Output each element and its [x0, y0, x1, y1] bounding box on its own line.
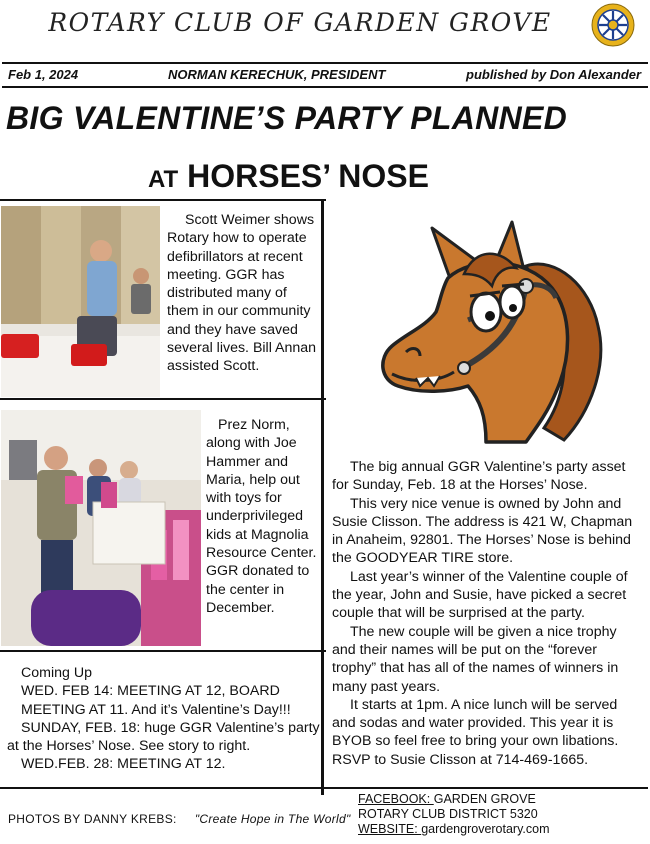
main-story [332, 458, 644, 769]
president-line: NORMAN KERECHUK, PRESIDENT [168, 67, 386, 82]
coming-up-line: MEETING AT 11. And it’s Valentine’s Day!!! [21, 701, 291, 718]
coming-up-title: Coming Up [21, 665, 92, 681]
headline-horses-nose: HORSES’ NOSE [187, 158, 429, 194]
footer-credits [8, 812, 351, 826]
website-line [358, 822, 550, 837]
info-bar [2, 62, 648, 88]
facebook-value: GARDEN GROVE [433, 792, 536, 806]
story-paragraph: This very nice venue is owned by John and Susie Clisson. The address is 421 W, Chapman in Anaheim, 92801. The Horses’ Nose is behind the GOODYEAR TIRE store. [332, 495, 633, 567]
rule-lower-left [0, 650, 326, 652]
issue-date: Feb 1, 2024 [8, 67, 79, 82]
photo-toy-donation [1, 410, 201, 646]
caption-toys: Prez Norm, along with Joe Hammer and Maria, help out with toys for underprivileged kids at Magnolia Resource Center. GGR donated to the center in December. [206, 417, 317, 616]
publisher-name: Don Alexander [549, 67, 642, 82]
headline-at: AT [148, 166, 179, 193]
rotary-wheel-icon [590, 2, 636, 48]
photo-defibrillator-demo [1, 206, 160, 397]
rule-footer [0, 787, 648, 789]
coming-up-box [7, 664, 319, 774]
headline-line2 [148, 158, 429, 195]
rule-mid-left [0, 398, 326, 400]
coming-up-line: at the Horses’ Nose. See story to right. [7, 738, 251, 755]
published-by-label: published by [466, 67, 547, 82]
publisher-line [466, 67, 641, 82]
story-paragraph: The new couple will be given a nice trophy and their names will be put on the “forever trophy” that has all of the names of winners in many past years. [332, 623, 619, 695]
facebook-line [358, 792, 550, 807]
rule-top-left [0, 199, 326, 201]
coming-up-line: WED. FEB 14: MEETING AT 12, BOARD [21, 683, 280, 700]
story-paragraph: The big annual GGR Valentine’s party asset for Sunday, Feb. 18 at the Horses’ Nose. [332, 459, 626, 494]
story-paragraph: Last year’s winner of the Valentine couple of the year, John and Susie, have picked a secret couple that will be surprised at the party. [332, 568, 628, 622]
rule-vertical [321, 199, 324, 795]
masthead-title: ROTARY CLUB OF GARDEN GROVE [48, 8, 552, 37]
district-line: ROTARY CLUB DISTRICT 5320 [358, 807, 538, 821]
horse-illustration [376, 216, 610, 448]
photo-credit: PHOTOS BY DANNY KREBS: [8, 812, 177, 826]
website-label: WEBSITE: [358, 822, 422, 836]
story-paragraph: It starts at 1pm. A nice lunch will be served and sodas and water provided. This year it is BYOB so feel free to bring your own libations. RSVP to Susie Clisson at 714-469-1665. [332, 696, 619, 768]
coming-up-line: SUNDAY, FEB. 18: huge GGR Valentine’s party [21, 719, 320, 736]
headline-line1: BIG VALENTINE’S PARTY PLANNED [6, 100, 568, 136]
facebook-label: FACEBOOK: [358, 792, 434, 806]
footer-contact [358, 792, 550, 837]
coming-up-line: WED.FEB. 28: MEETING AT 12. [21, 756, 226, 773]
motto: "Create Hope in The World" [194, 812, 351, 826]
caption-defibrillator: Scott Weimer shows Rotary how to operate defibrillators at recent meeting. GGR has distributed many of them in our community and they have saved several lives. Bill Annan assisted Scott. [167, 212, 317, 375]
website-link[interactable]: gardengroverotary.com [421, 822, 550, 836]
